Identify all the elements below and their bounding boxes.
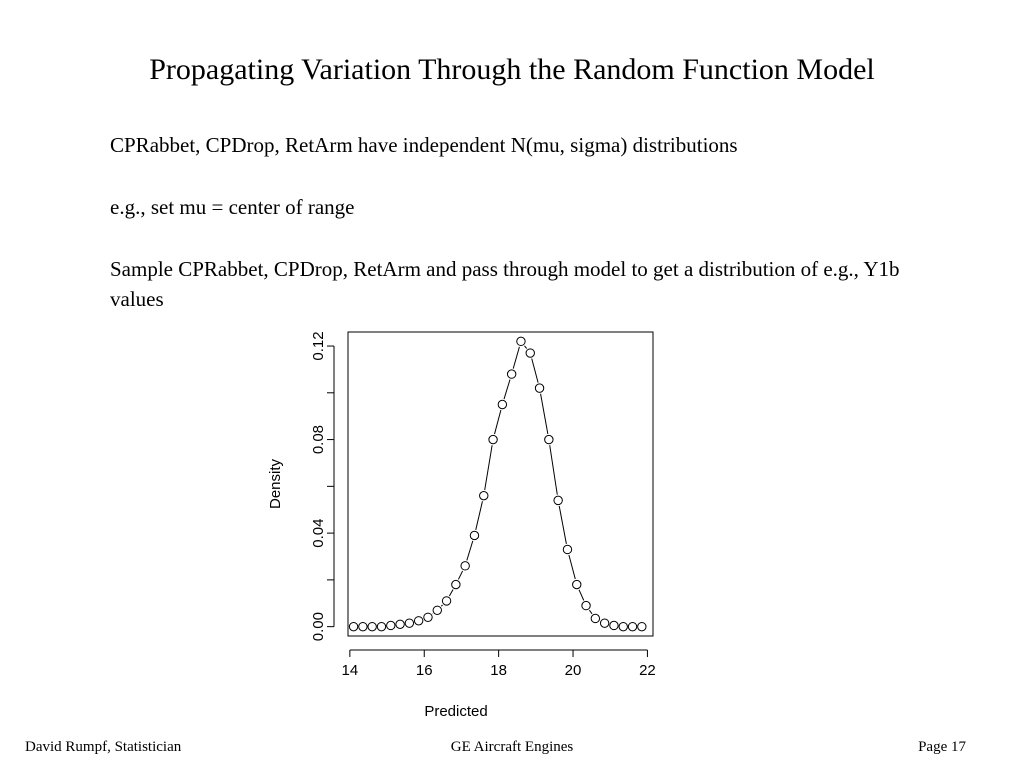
series-segment bbox=[495, 410, 501, 434]
x-tick-label: 16 bbox=[415, 662, 433, 679]
data-point bbox=[461, 562, 469, 570]
data-point bbox=[377, 622, 385, 630]
data-point bbox=[628, 622, 636, 630]
slide-title: Propagating Variation Through the Random Function Model bbox=[149, 53, 875, 86]
series-segment bbox=[525, 346, 527, 349]
data-point bbox=[638, 622, 646, 630]
footer-page-number: Page 17 bbox=[918, 739, 966, 755]
series-segment bbox=[589, 610, 592, 614]
data-point bbox=[591, 614, 599, 622]
data-point bbox=[498, 400, 506, 408]
density-chart bbox=[255, 320, 675, 730]
data-point bbox=[619, 622, 627, 630]
data-point bbox=[470, 531, 478, 539]
data-point bbox=[405, 619, 413, 627]
x-tick-label: 22 bbox=[639, 662, 656, 679]
y-tick-label: 0.00 bbox=[310, 612, 327, 642]
y-tick-label: 0.12 bbox=[310, 331, 327, 361]
data-point bbox=[442, 597, 450, 605]
data-point bbox=[526, 349, 534, 357]
data-point bbox=[563, 545, 571, 553]
data-point bbox=[507, 370, 515, 378]
series-segment bbox=[458, 571, 462, 579]
series-segment bbox=[485, 445, 492, 490]
x-tick-label: 20 bbox=[564, 662, 582, 679]
y-axis-title: Density bbox=[267, 458, 284, 510]
plot-frame bbox=[348, 332, 653, 636]
data-point bbox=[424, 613, 432, 621]
footer-company: GE Aircraft Engines bbox=[450, 739, 574, 755]
data-point bbox=[396, 620, 404, 628]
data-point bbox=[387, 621, 395, 629]
series-segment bbox=[550, 445, 558, 495]
series-segment bbox=[559, 506, 566, 544]
y-tick-label: 0.04 bbox=[310, 518, 327, 548]
x-axis-title: Predicted bbox=[424, 703, 488, 720]
series-segment bbox=[541, 394, 548, 434]
data-point bbox=[600, 619, 608, 627]
series-segment bbox=[504, 380, 510, 399]
data-point bbox=[480, 491, 488, 499]
series-segment bbox=[467, 541, 473, 560]
data-point bbox=[610, 621, 618, 629]
x-tick-label: 14 bbox=[341, 662, 359, 679]
series-segment bbox=[569, 555, 575, 579]
data-point bbox=[573, 580, 581, 588]
data-point bbox=[414, 617, 422, 625]
series-segment bbox=[532, 359, 538, 383]
data-point bbox=[545, 435, 553, 443]
series-segment bbox=[579, 590, 584, 601]
data-point bbox=[359, 622, 367, 630]
data-point bbox=[433, 606, 441, 614]
data-point bbox=[368, 622, 376, 630]
data-point bbox=[489, 435, 497, 443]
data-point bbox=[517, 337, 525, 345]
data-point bbox=[349, 622, 357, 630]
data-point bbox=[535, 384, 543, 392]
bullet-1: CPRabbet, CPDrop, RetArm have independent N(mu, sigma) distributions bbox=[110, 133, 738, 157]
series-segment bbox=[476, 501, 483, 530]
data-point bbox=[554, 496, 562, 504]
y-tick-label: 0.08 bbox=[310, 424, 327, 455]
footer-author: David Rumpf, Statistician bbox=[25, 739, 182, 755]
series-segment bbox=[449, 590, 453, 596]
series-segment bbox=[441, 605, 442, 606]
data-point bbox=[452, 580, 460, 588]
series-segment bbox=[513, 347, 519, 369]
data-point bbox=[582, 601, 590, 609]
bullet-3: Sample CPRabbet, CPDrop, RetArm and pass through model to get a distribution of e.g., Y1b values bbox=[110, 257, 900, 311]
x-tick-label: 18 bbox=[490, 662, 507, 679]
bullet-2: e.g., set mu = center of range bbox=[110, 195, 355, 219]
slide-body bbox=[110, 130, 910, 346]
